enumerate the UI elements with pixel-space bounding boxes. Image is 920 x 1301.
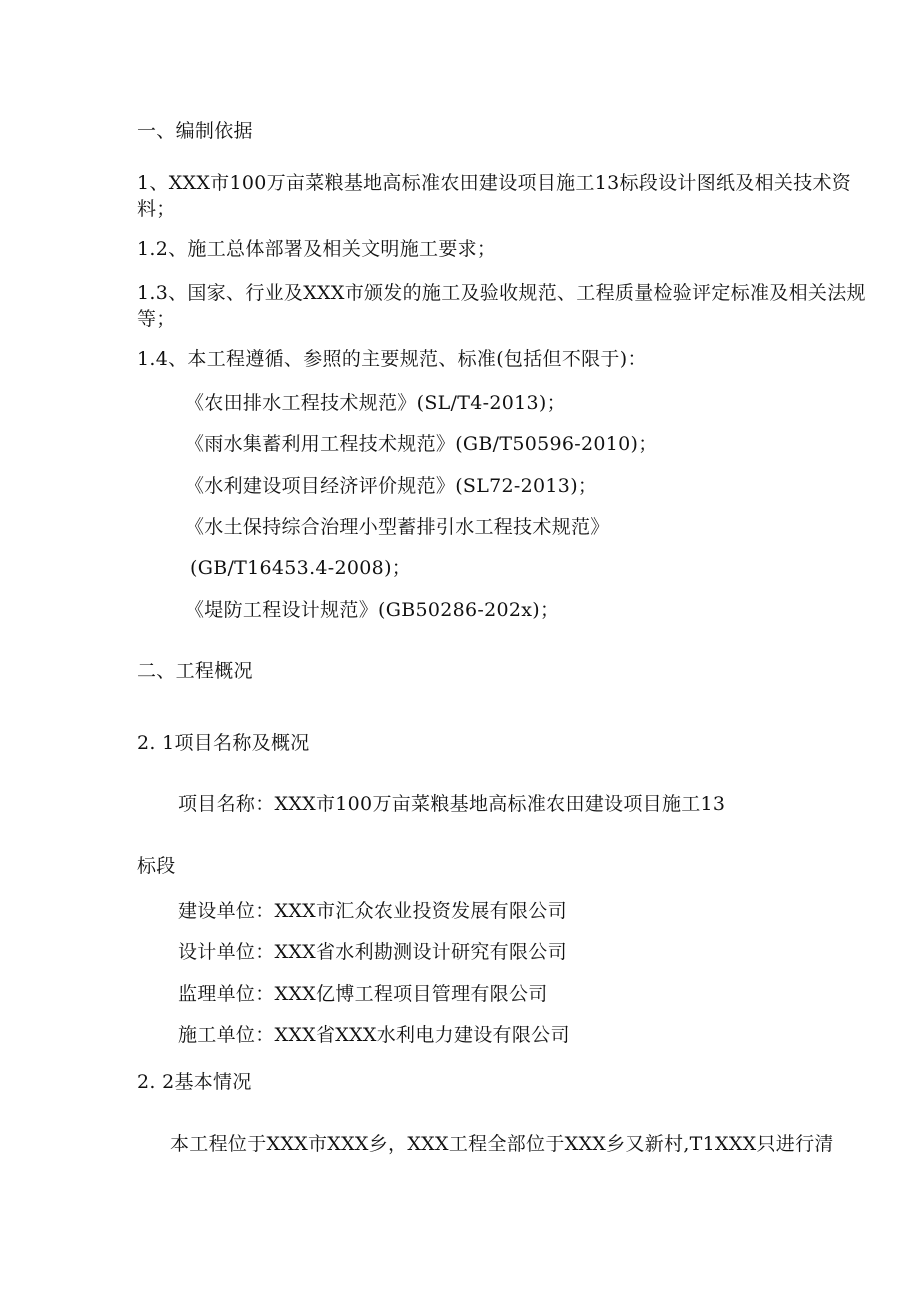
unit-line: 建设单位：XXX市汇众农业投资发展有限公司 (178, 900, 567, 922)
basis-item-1-4: 1.4、本工程遵循、参照的主要规范、标准(包括但不限于)： (137, 348, 647, 370)
subsection-2-1-heading: 2. 1项目名称及概况 (137, 732, 310, 754)
project-name-continuation: 标段 (137, 855, 176, 877)
basis-item-1-3: 1.3、国家、行业及XXX市颁发的施工及验收规范、工程质量检验评定标准及相关法规等； (137, 282, 866, 330)
standard-item-continuation: (GB/T16453.4-2008)； (190, 557, 412, 579)
standard-item: 《水利建设项目经济评价规范》(SL72-2013)； (185, 475, 598, 497)
basis-item-1: 1、XXX市100万亩菜粮基地高标准农田建设项目施工13标段设计图纸及相关技术资料； (137, 172, 852, 220)
standard-item: 《农田排水工程技术规范》(SL/T4-2013)； (185, 392, 566, 414)
section-2-heading: 二、工程概况 (137, 660, 253, 682)
unit-line: 施工单位：XXX省XXX水利电力建设有限公司 (178, 1024, 570, 1046)
unit-line: 监理单位：XXX亿博工程项目管理有限公司 (178, 983, 548, 1005)
section-1-heading: 一、编制依据 (137, 120, 253, 142)
basis-item-1-2: 1.2、施工总体部署及相关文明施工要求； (137, 238, 497, 260)
subsection-2-2-heading: 2. 2基本情况 (137, 1071, 252, 1093)
unit-line: 设计单位：XXX省水利勘测设计研究有限公司 (178, 941, 567, 963)
standard-item: 《水土保持综合治理小型蓄排引水工程技术规范》 (185, 516, 610, 538)
basic-info-paragraph: 本工程位于XXX市XXX乡，XXX工程全部位于XXX乡又新村,T1XXX只进行清 (170, 1133, 834, 1155)
standard-item: 《堤防工程设计规范》(GB50286-202x)； (185, 599, 560, 621)
standard-item: 《雨水集蓄利用工程技术规范》(GB/T50596-2010)； (185, 433, 658, 455)
project-name: 项目名称：XXX市100万亩菜粮基地高标准农田建设项目施工13 (178, 793, 726, 815)
